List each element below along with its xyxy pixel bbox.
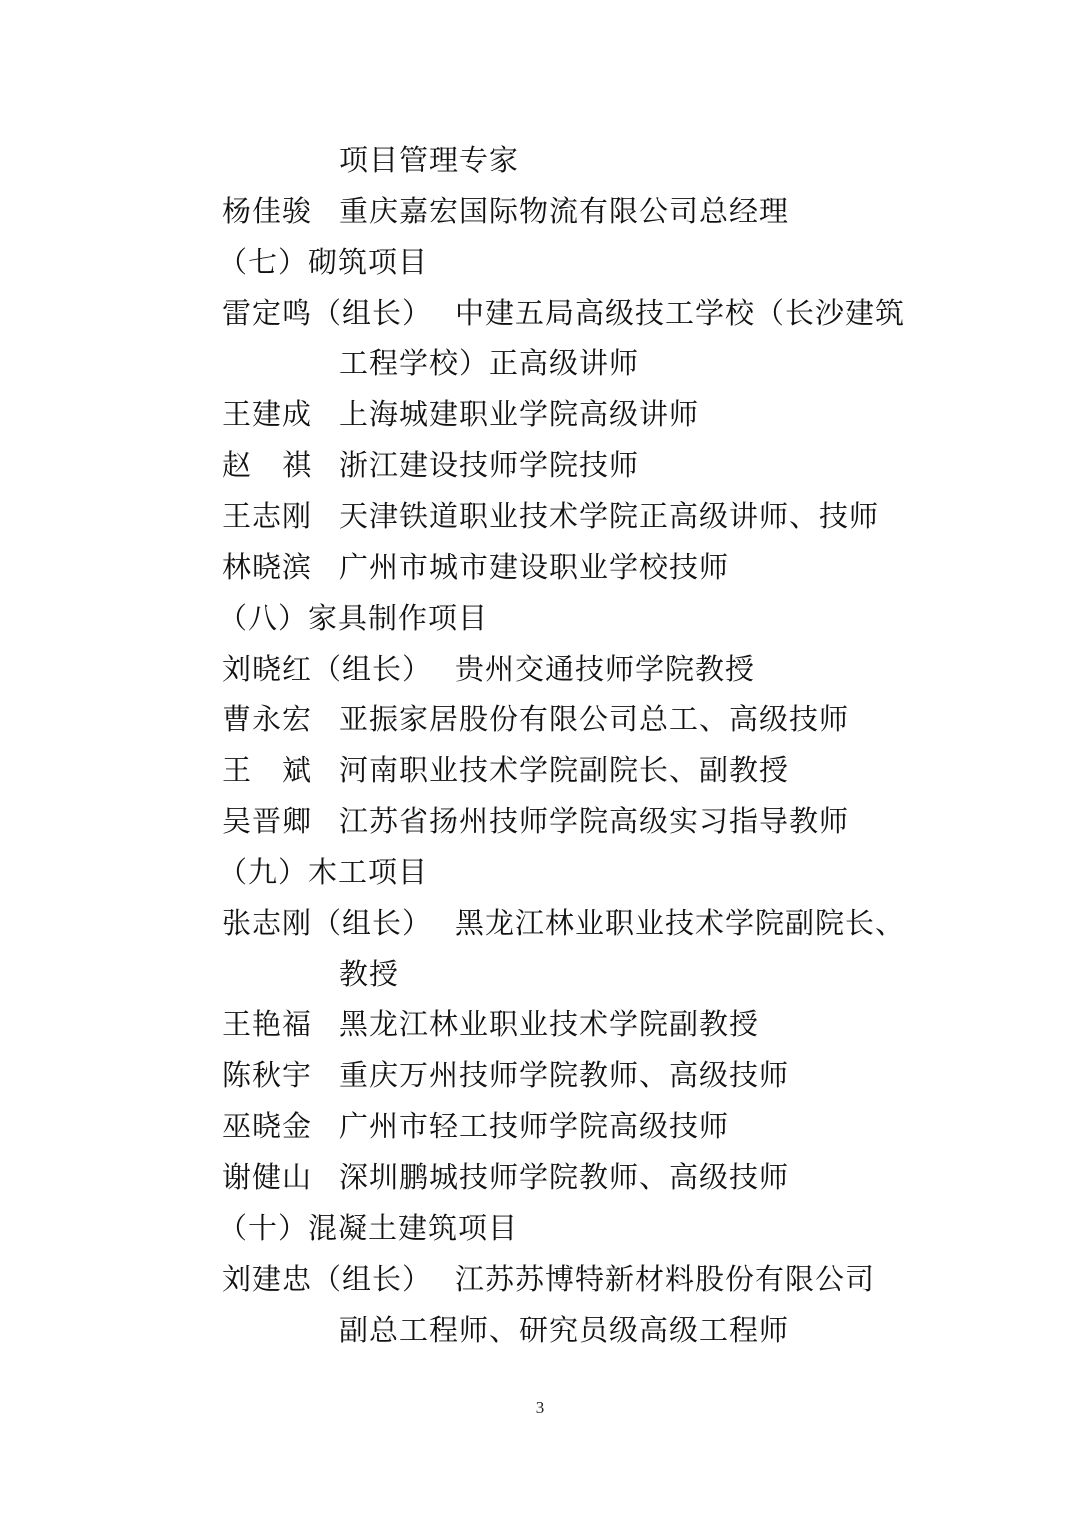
member-row — [0, 491, 1080, 542]
member-description: 河南职业技术学院副院长、副教授 — [339, 753, 790, 787]
member-description: 浙江建设技师学院技师 — [339, 448, 640, 482]
member-name: 王志刚 — [222, 499, 313, 533]
member-row — [0, 542, 1080, 593]
member-row — [0, 796, 1080, 847]
member-row — [0, 389, 1080, 440]
member-name: 王 斌 — [222, 753, 313, 787]
member-name: 杨佳骏 — [222, 194, 313, 228]
member-description: 深圳鹏城技师学院教师、高级技师 — [339, 1160, 790, 1194]
member-name: 林晓滨 — [222, 550, 313, 584]
member-name: 王建成 — [222, 397, 313, 431]
section-heading-text: （十）混凝土建筑项目 — [218, 1211, 519, 1245]
member-description: 天津铁道职业技术学院正高级讲师、技师 — [339, 499, 880, 533]
member-description: 江苏苏博特新材料股份有限公司 — [455, 1262, 876, 1296]
member-row — [0, 1152, 1080, 1203]
member-name: 王艳福 — [222, 1007, 313, 1041]
member-description: 黑龙江林业职业技术学院副院长、 — [455, 906, 906, 940]
member-description: 江苏省扬州技师学院高级实习指导教师 — [339, 804, 850, 838]
member-row — [0, 1254, 1080, 1305]
member-description: 重庆万州技师学院教师、高级技师 — [339, 1058, 790, 1092]
section-heading — [0, 237, 1080, 288]
member-row — [0, 1050, 1080, 1101]
member-description: 上海城建职业学院高级讲师 — [339, 397, 700, 431]
continuation-line — [0, 135, 1080, 186]
member-row — [0, 644, 1080, 695]
section-heading-text: （九）木工项目 — [218, 855, 429, 889]
member-description: 广州市轻工技师学院高级技师 — [339, 1109, 730, 1143]
member-description: 贵州交通技师学院教授 — [455, 652, 756, 686]
continuation-text: 项目管理专家 — [339, 143, 520, 177]
member-description: 广州市城市建设职业学校技师 — [339, 550, 730, 584]
member-name: 刘晓红（组长） — [222, 652, 433, 686]
member-row — [0, 999, 1080, 1050]
continuation-line — [0, 1305, 1080, 1356]
member-description: 中建五局高级技工学校（长沙建筑 — [455, 296, 906, 330]
member-row — [0, 186, 1080, 237]
member-row — [0, 1101, 1080, 1152]
section-heading — [0, 847, 1080, 898]
member-name: 陈秋宇 — [222, 1058, 313, 1092]
member-row — [0, 745, 1080, 796]
continuation-line — [0, 338, 1080, 389]
page-number: 3 — [535, 1398, 545, 1417]
continuation-text: 副总工程师、研究员级高级工程师 — [339, 1313, 790, 1347]
member-name: 赵 祺 — [222, 448, 313, 482]
member-name: 张志刚（组长） — [222, 906, 433, 940]
member-name: 刘建忠（组长） — [222, 1262, 433, 1296]
member-name: 巫晓金 — [222, 1109, 313, 1143]
continuation-text: 工程学校）正高级讲师 — [339, 346, 640, 380]
member-description: 黑龙江林业职业技术学院副教授 — [339, 1007, 760, 1041]
member-row — [0, 288, 1080, 339]
member-row — [0, 440, 1080, 491]
member-name: 曹永宏 — [222, 702, 313, 736]
member-row — [0, 694, 1080, 745]
member-row — [0, 898, 1080, 949]
member-description: 重庆嘉宏国际物流有限公司总经理 — [339, 194, 790, 228]
section-heading-text: （七）砌筑项目 — [218, 245, 429, 279]
member-description: 亚振家居股份有限公司总工、高级技师 — [339, 702, 850, 736]
section-heading-text: （八）家具制作项目 — [218, 601, 489, 635]
continuation-line — [0, 949, 1080, 1000]
continuation-text: 教授 — [339, 957, 400, 991]
member-name: 谢健山 — [222, 1160, 313, 1194]
section-heading — [0, 1203, 1080, 1254]
section-heading — [0, 593, 1080, 644]
member-name: 吴晋卿 — [222, 804, 313, 838]
member-name: 雷定鸣（组长） — [222, 296, 433, 330]
